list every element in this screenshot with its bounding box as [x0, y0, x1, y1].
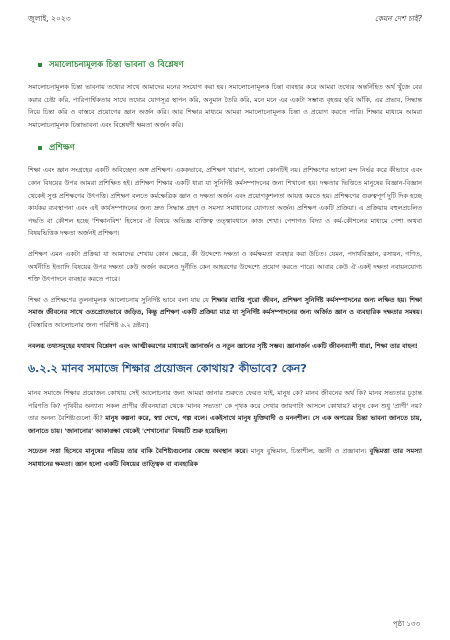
- text-plain: মানব সমাজে শিক্ষার প্রয়োজন কোথায় সেই আলোচনার জন্য আমরা জানার শুরুতে ফেরত যাই, মানুষ কে? মানব জীবনের অর্থ কি? মানব সভ্যতার চূড়ান্ত পরিণতি কি? পৃথিবীর অন্যান্য সকল প্রাণীর জীবনযাত্রা থেকে 'মানব সভ্যতা' কে পৃথক করে দেখার জায়গাটা আসলে কোথায়? মানুষ কেন শুধু 'প্রাণী' নয়? তার অনন্য বৈশিষ্ট্যগুলো কী?: [28, 389, 422, 423]
- paragraph-human-society-1: [28, 387, 422, 437]
- paragraph-human-society-2: [28, 445, 422, 470]
- paragraph-critical-thinking: সমালোচনামূলক চিন্তা ভাবনায় তথ্যের সাথে আমাদের মনের সংযোগ করা হয়। সমালোচনামূলক চিন্তা ব্যবহার করে আমরা তথ্যের অন্তর্নিহিত অর্থ খুঁজে বের করার চেষ্টা করি, পারিপার্শ্বিকতার সাথে তথ্যের যোগসূত্র স্থাপন করি, অনুমান তৈরি করি, মনে মনে এর একটা সম্ভাব্য বৃহত্তর ছবি আঁকি, এর প্রভাব, সিদ্ধান্ত নিয়ে চিন্তা করি ও বাস্তবে প্রয়োগের জ্ঞান অর্জন করি। আর শিক্ষার মাধ্যমে আমরা সমালোচনামূলক চিন্তা ও প্রয়োগ করতে পারি। শিক্ষার মাধ্যমে আমরা সমালোচনামূলক চিন্তাভাবনা এবং বিশ্লেষণী ক্ষমতা অর্জন করি।: [28, 83, 422, 129]
- page-number: পৃষ্ঠা ১৩৩: [392, 620, 420, 628]
- text-emphasis: মানুষ কল্পনা করে, স্বপ্ন দেখে, গল্প বলে। একইসাথে মানুষ যুক্তিবাদী ও মননশীল। সে এক অপরের চিন্তা ভাবনা জানতে চায়, জানাতে চায়। 'জানানোর' আকাঙ্ক্ষা থেকেই 'শেখানোর' বিষয়টি শুরু হয়েছিল।: [28, 414, 422, 435]
- bullet-square-icon: [38, 63, 42, 67]
- text-reference: (বিস্তারিত আলোচনার জন্য পরিশিষ্ট ৬.২ দ্রষ্টব্য): [28, 320, 149, 329]
- text-plain: মানুষ বুদ্ধিমান, চিন্তাশীল, জ্ঞানী ও প্রজ্ঞাবান।: [247, 447, 370, 456]
- section-heading-critical-thinking: [38, 58, 422, 72]
- section-title-6-2-2: ৬.২.২ মানব সমাজে শিক্ষার প্রয়োজন কোথায়? কীভাবে? কেন?: [28, 362, 307, 376]
- main-content: [28, 58, 422, 479]
- running-header: [28, 14, 422, 26]
- heading-text: প্রশিক্ষণ: [49, 143, 75, 154]
- header-date: জুলাই, ২০২৩: [28, 14, 71, 23]
- paragraph-knowledge-emphasis: নবলব্ধ তথ্যসমূহের যথাযথ বিশ্লেষণ এবং আত্মীকরণের মাধ্যমেই জ্ঞানার্জন ও নতুন জ্ঞানের সৃষ্টি সম্ভব। জ্ঞানার্জন একটি জীবনব্যাপী ধারা, শিক্ষা তার বাহন!: [28, 341, 418, 350]
- header-title: কেমন দেশ চাই?: [374, 14, 422, 23]
- text-emphasis: শিক্ষার ব্যাপ্তি পুরো জীবন, প্রশিক্ষণ সুনির্দিষ্ট কর্মসম্পাদনের জন্য লক্ষিত হয়। শিক্ষা সমাজ জীবনের সাথে ওতপ্রোতভাবে জড়িত, কিন্তু প্রশিক্ষণ একটি প্রক্রিয়া মাত্র যা সুনির্দিষ্ট কর্মসম্পাদনের জন্য অর্জিত জ্ঞান ও ব্যবহারিক দক্ষতার সমন্বয়।: [28, 295, 422, 317]
- paragraph-training-2: প্রশিক্ষণ এমন একটা প্রক্রিয়া যা আমাদের শেখায় কোন ক্ষেত্রে, কী উদ্দেশ্যে দক্ষতা ও কর্মক্ষমতা ব্যবহার করা উচিত। যেমন, পদার্থবিজ্ঞান, রসায়ন, গণিত, অর্থনীতি ইত্যাদি বিষয়ের উপর দক্ষতা কেউ অর্জন করলেও দুর্নীতি কেন আহরণের উদ্দেশ্যে প্রয়োগ করতে পারে। আবার কেউ ঐ একই দক্ষতা নবায়নযোগ্য শক্তি উৎপাদনে ব্যবহার করতে পারে।: [28, 249, 422, 284]
- paragraph-training-3: [28, 294, 422, 332]
- section-heading-training: [38, 141, 422, 155]
- paragraph-training-1: শিক্ষা এবং জ্ঞান সংগ্রহের একটি অবিচ্ছেদ্য অঙ্গ প্রশিক্ষণ। এককভাবে, প্রশিক্ষণ খারাপ, ভালো কোনটিই নয়। প্রশিক্ষণের ভালো মন্দ নির্ভর করে কীভাবে এবং কোন বিষয়ের উপর আমরা প্রশিক্ষিত হই। প্রশিক্ষণ শিক্ষার একটি ধারা যা সুনির্দিষ্ট কর্মসম্পাদনের জন্য শিখানো হয়। দক্ষতার ভিত্তিতে মানুষের বিজ্ঞান-বিজ্ঞান থেকেই সুপ্ত প্রশিক্ষণের উৎপত্তি। প্রশিক্ষণ বলতে কর্মক্ষেত্রিক জ্ঞান ও দক্ষতা অর্জন এবং প্রয়োগকুশলতা আয়ত্ত করতে হয়। প্রশিক্ষণের গুরুত্বপূর্ণ দুটি দিক হচ্ছে কার্যকর ব্যবস্থাপনা এবং এই কার্যসম্পাদনের জন্য দ্রুত সিদ্ধান্ত গ্রহণ ও সমস্যা সমাধানের যোগ্যতা অর্জন। প্রশিক্ষণ একটি প্রক্রিয়া। এ প্রক্রিয়ায় বহুলপ্রচলিত পদ্ধতি বা কৌশল হচ্ছে 'শিক্ষানবিশ' হিসেবে ঐ বিষয়ে অভিজ্ঞ ব্যক্তিত্ব তত্ত্বাবধানে কাজ শেখা। পেশাগত বিদ্যা ও কর্ম-কৌশলের মাধ্যমে পেশা অথবা বিষয়ভিত্তিক দক্ষতা অর্জনই প্রশিক্ষণ।: [28, 166, 422, 238]
- text-plain: শিক্ষা ও প্রশিক্ষণের তুলনামূলক আলোচনায় সুনির্দিষ্ট ভাবে বলা যায় যে: [28, 295, 212, 304]
- bullet-square-icon: [38, 146, 42, 150]
- text-emphasis: বুদ্ধিমত্তা তার সমস্যা সমাধানের ক্ষমতা। জ্ঞান হলো একটি বিষয়ের তাত্ত্বিক বা ব্যবহারিক: [28, 447, 422, 469]
- heading-text: সমালোচনামূলক চিন্তা ভাবনা ও বিশ্লেষণ: [49, 60, 184, 70]
- text-emphasis: সচেতন সত্তা হিসেবে মানুষের পরিচয় তার বাকি বৈশিষ্ট্যগুলোর কেন্দ্রে অবস্থান করে।: [28, 447, 248, 456]
